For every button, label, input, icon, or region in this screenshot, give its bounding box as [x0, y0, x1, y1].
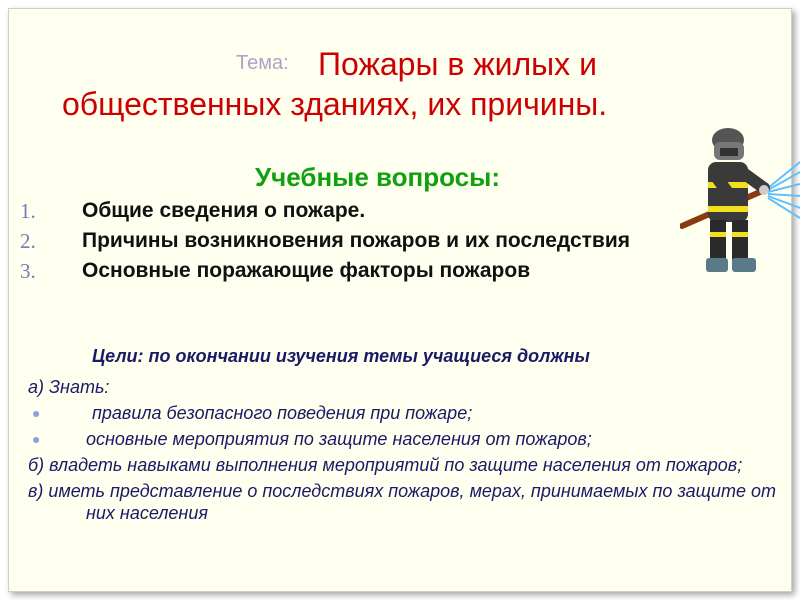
slide-title-line-1: Пожары в жилых и — [318, 46, 597, 82]
bullet-icon: ● — [32, 405, 41, 421]
question-number: 1. — [20, 199, 36, 223]
goal-bullet-item — [28, 428, 778, 450]
goals-list — [28, 376, 778, 528]
question-text: Причины возникновения пожаров и их последствия — [82, 229, 630, 252]
title-prefix: Тема: — [236, 52, 289, 74]
goal-understanding: в) иметь представление о последствиях пожаров, мерах, принимаемых по защите от них населения — [28, 481, 776, 523]
question-item — [20, 198, 650, 224]
slide-title-line-2: общественных зданиях, их причины. — [62, 86, 608, 122]
question-item — [20, 228, 650, 254]
goal-bullet-text: правила безопасного поведения при пожаре; — [92, 403, 473, 423]
goal-bullet-item — [28, 402, 778, 424]
firefighter-icon — [680, 122, 800, 282]
goal-skills: б) владеть навыками выполнения мероприятий по защите населения от пожаров; — [28, 455, 743, 475]
bullet-icon: ● — [32, 431, 41, 447]
subtitle: Учебные вопросы: — [255, 162, 501, 192]
questions-list — [20, 198, 650, 288]
question-number: 2. — [20, 229, 36, 253]
question-text: Основные поражающие факторы пожаров — [82, 259, 531, 282]
goal-know-label: а) Знать: — [28, 377, 110, 397]
question-text: Общие сведения о пожаре. — [82, 199, 366, 222]
goal-bullet-text: основные мероприятия по защите населения от пожаров; — [86, 429, 592, 449]
question-number: 3. — [20, 259, 36, 283]
goals-title: Цели: по окончании изучения темы учащиеся должны — [92, 346, 590, 366]
question-item — [20, 258, 650, 284]
